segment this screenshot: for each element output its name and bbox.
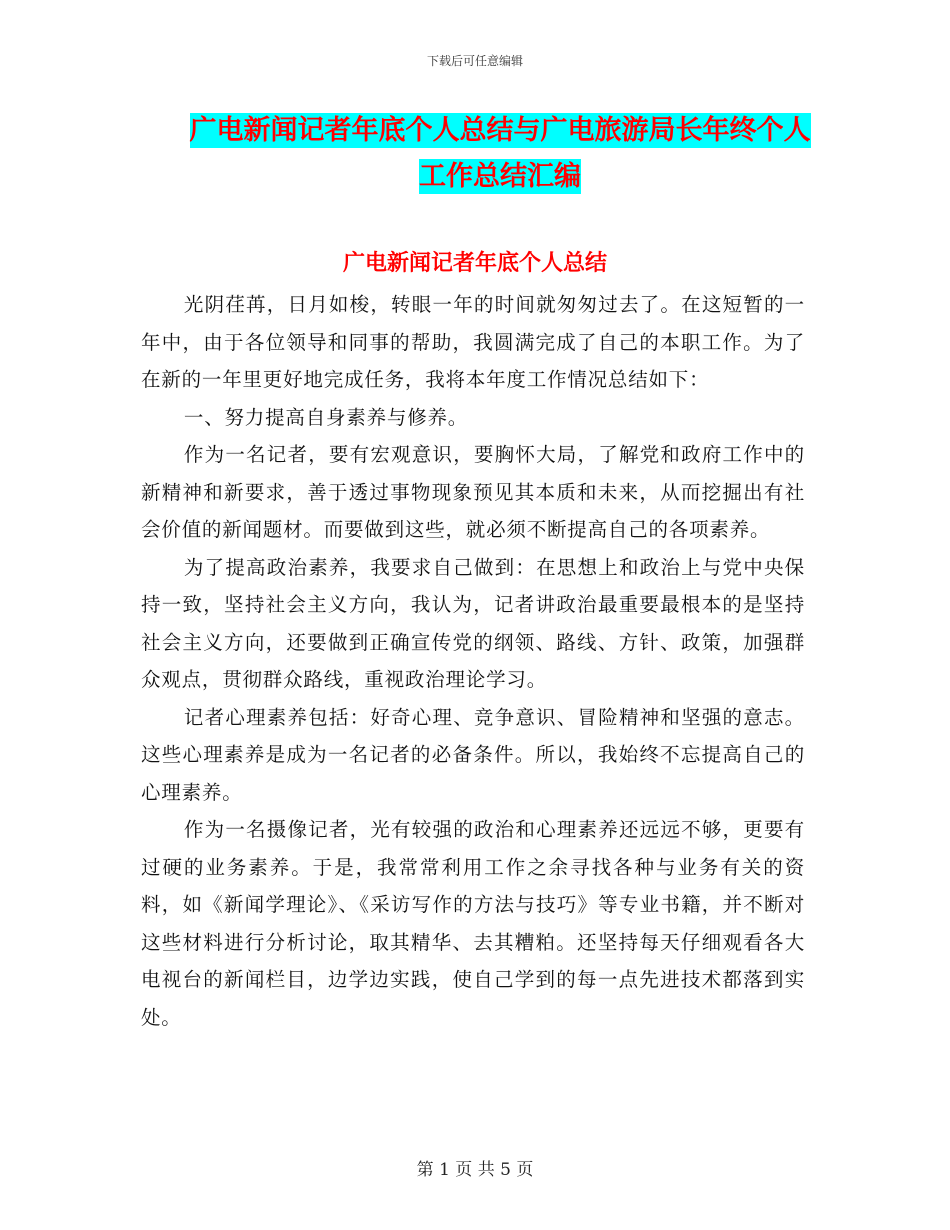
document-title-line2: 工作总结汇编: [419, 161, 581, 192]
document-body: [141, 286, 805, 1036]
paragraph: 一、努力提高自身素养与修养。: [183, 405, 469, 429]
page-header-note: 下载后可任意编辑: [426, 54, 523, 68]
paragraph: 为了提高政治素养，我要求自己做到：在思想上和政治上与党中央保持一致，坚持社会主义方向，我认为，记者讲政治最重要最根本的是坚持社会主义方向，还要做到正确宣传党的纲领、路线、方针、政策，加强群众观点，贯彻群众路线，重视政治理论学习。: [141, 555, 805, 691]
document-title-line1: 广电新闻记者年底个人总结与广电旅游局长年终个人: [189, 115, 811, 146]
paragraph: 光阴荏苒，日月如梭，转眼一年的时间就匆匆过去了。在这短暂的一年中，由于各位领导和同事的帮助，我圆满完成了自己的本职工作。为了在新的一年里更好地完成任务，我将本年度工作情况总结如下：: [141, 293, 805, 391]
page-number: 第 1 页 共 5 页: [416, 1160, 534, 1180]
document-title: [140, 108, 860, 200]
paragraph: 作为一名记者，要有宏观意识，要胸怀大局，了解党和政府工作中的新精神和新要求，善于透过事物现象预见其本质和未来，从而挖掘出有社会价值的新闻题材。而要做到这些，就必须不断提高自己的各项素养。: [141, 443, 805, 541]
paragraph: 作为一名摄像记者，光有较强的政治和心理素养还远远不够，更要有过硬的业务素养。于是，我常常利用工作之余寻找各种与业务有关的资料，如《新闻学理论》、《采访写作的方法与技巧》等专业书籍，并不断对这些材料进行分析讨论，取其精华、去其糟粕。还坚持每天仔细观看各大电视台的新闻栏目，边学边实践，使自己学到的每一点先进技术都落到实处。: [141, 818, 805, 1029]
paragraph: 记者心理素养包括：好奇心理、竞争意识、冒险精神和坚强的意志。这些心理素养是成为一名记者的必备条件。所以，我始终不忘提高自己的心理素养。: [141, 705, 805, 804]
section-title: 广电新闻记者年底个人总结: [342, 251, 607, 276]
